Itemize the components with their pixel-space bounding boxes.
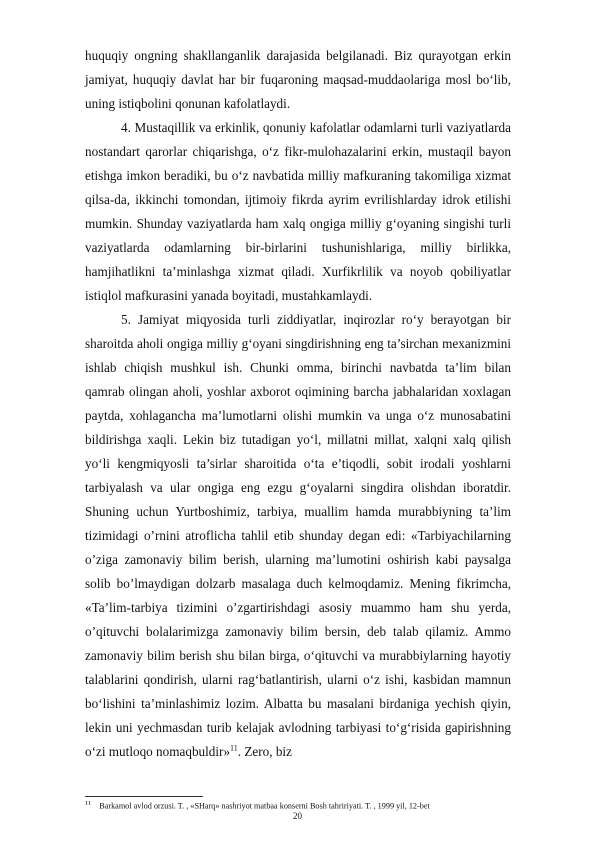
footnote-number: 11 (85, 800, 92, 807)
page-number: 20 (293, 811, 302, 821)
footnote-text: Barkamol avlod orzusi. T. , «SHarq» nashriyot matbaa konserni Bosh tahririyati. T. , 1999 yil, 12-bet (99, 801, 430, 811)
paragraph-3 (85, 308, 511, 764)
paragraph-2: 4. Mustaqillik va erkinlik, qonuniy kafolatlar odamlarni turli vaziyatlarda nostandart qarorlar chiqarishga, o‘z fikr-mulohazalarini erkin, mustaqil bayon etishga imkon beradiki, bu o‘z navbatida milliy mafkuraning takomiliga xizmat qilsa-da, ikkinchi tomondan, ijtimoiy fikrda ayrim evrilishlarday idrok etilishi mumkin. Shunday vaziyatlarda ham xalq ongiga milliy g‘oyaning singishi turli vaziyatlarda odamlarning bir-birlarini tushunishlariga, milliy birlikka, hamjihatlikni ta’minlashga xizmat qiladi. Xurfikrlilik va noyob qobiliyatlar istiqlol mafkurasini yanada boyitadi, mustahkamlaydi. (85, 120, 511, 303)
body-text (85, 44, 511, 764)
paragraph-1: huquqiy ongning shakllanganlik darajasida belgilanadi. Biz qurayotgan erkin jamiyat, huquqiy davlat har bir fuqaroning maqsad-muddaolariga mosl bo‘lib, uning istiqbolini qonunan kafolatlaydi. (85, 48, 511, 111)
paragraph-3-tail: . Zero, biz (237, 744, 292, 759)
footnote-reference[interactable]: 11 (230, 743, 238, 753)
paragraph-3-text: 5. Jamiyat miqyosida turli ziddiyatlar, inqirozlar ro‘y berayotgan bir sharoitda aholi ongiga milliy g‘oyani singdirishning eng ta’sirchan mexanizmini ishlab chiqish mushkul ish. Chunki omma, birinchi navbatda ta’lim bilan qamrab olingan aholi, yoshlar axborot oqimining barcha jabhalaridan xoxlagan paytda, xohlagancha ma’lumotlarni olishi mumkin va unga o‘z munosabatini bildirishga xaqli. Lekin biz tutadigan yo‘l, millatni millat, xalqni xalq qilish yo‘li kengmiqyosli ta’sirlar sharoitida o‘ta e’tiqodli, sobit irodali yoshlarni tarbiyalash va ular ongiga eng ezgu g‘oyalarni singdira olishdan iboratdir. Shuning uchun Yurtboshimiz, tarbiya, muallim hamda murabbiyning ta’lim tizimidagi o’rnini atroflicha tahlil etib shunday degan edi: «Tarbiyachilarning o’ziga zamonaviy bilim berish, ularning ma’lumotini oshirish kabi paysalga solib bo’lmaydigan dolzarb masalaga duch kelmoqdamiz. Mening fikrimcha, «Ta’lim-tarbiya tizimini o’zgartirishdagi asosiy muammo ham shu yerda, o’qituvchi bolalarimizga zamonaviy bilim bersin, deb talab qilamiz. Ammo zamonaviy bilim berish shu bilan birga, o‘qituvchi va murabbiylarning hayotiy talablarini qondirish, ularni rag‘batlantirish, ularni o‘z ishi, kasbidan mamnun bo‘lishini ta’minlashimiz lozim. Albatta bu masalani birdaniga yechish qiyin, lekin uni yechmasdan turib kelajak avlodning tarbiyasi to‘g‘risida gapirishning o‘zi mutloqo nomaqbuldir» (85, 312, 511, 759)
footnote (85, 798, 515, 812)
footnote-divider (85, 796, 203, 797)
